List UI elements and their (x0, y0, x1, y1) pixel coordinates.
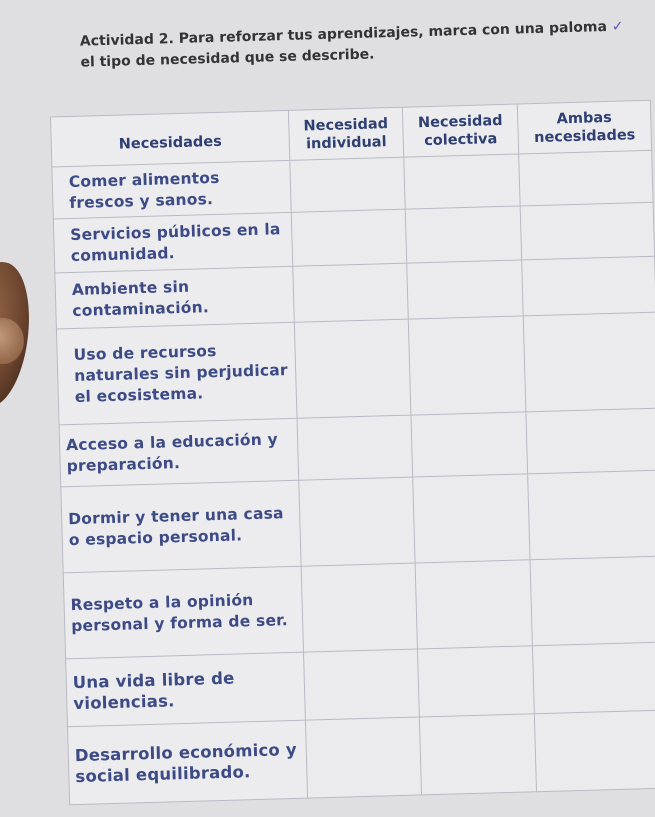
cell-collective[interactable] (408, 316, 526, 415)
cell-individual[interactable] (297, 415, 413, 480)
header-collective: Necesidad colectiva (402, 104, 518, 157)
activity-text: Para reforzar tus aprendizajes, marca con una paloma (178, 18, 608, 47)
cell-collective[interactable] (405, 206, 521, 263)
needs-table (50, 100, 655, 806)
cell-individual[interactable] (301, 563, 417, 652)
cell-collective[interactable] (407, 260, 524, 319)
header-both: Ambas necesidades (517, 100, 651, 154)
cell-both[interactable] (528, 470, 655, 560)
row-label: Acceso a la educación y preparación. (59, 418, 299, 487)
activity-lead: Actividad 2. (79, 31, 175, 50)
cell-both[interactable] (532, 642, 655, 714)
row-label: Respeto a la opinión personal y forma de ser. (63, 566, 303, 659)
row-label: Uso de recursos naturales sin perjudicar el ecosistema. (56, 322, 297, 425)
cell-collective[interactable] (413, 474, 530, 563)
cell-individual[interactable] (291, 209, 406, 266)
cell-individual[interactable] (304, 649, 420, 720)
row-label: Ambiente sin contaminación. (55, 266, 294, 329)
activity-text-line2: el tipo de necesidad que se describe. (80, 46, 375, 71)
cell-individual[interactable] (290, 157, 405, 212)
cell-both[interactable] (530, 556, 655, 646)
row-label: Desarrollo económico y social equilibrado. (68, 720, 308, 805)
cell-collective[interactable] (404, 154, 520, 209)
row-label: Dormir y tener una casa o espacio personal. (61, 480, 301, 573)
cell-collective[interactable] (417, 646, 534, 717)
cell-individual[interactable] (294, 319, 411, 418)
cell-collective[interactable] (415, 560, 532, 649)
activity-instructions (80, 16, 641, 74)
cell-both[interactable] (523, 312, 655, 412)
cell-both[interactable] (526, 408, 655, 474)
cell-both[interactable] (534, 710, 655, 792)
row-label: Comer alimentos frescos y sanos. (52, 160, 291, 219)
row-label: Una vida libre de violencias. (66, 652, 306, 727)
header-needs: Necesidades (50, 110, 289, 167)
cell-collective[interactable] (411, 412, 528, 477)
cell-both[interactable] (522, 256, 655, 316)
cell-both[interactable] (520, 202, 654, 260)
cell-both[interactable] (519, 150, 653, 206)
row-label: Servicios públicos en la comunidad. (53, 212, 292, 273)
cell-collective[interactable] (419, 714, 536, 795)
cell-individual[interactable] (293, 263, 409, 322)
header-individual: Necesidad individual (288, 107, 403, 160)
cell-individual[interactable] (305, 717, 421, 798)
cell-individual[interactable] (299, 477, 415, 566)
checkmark-icon: ✓ (611, 18, 624, 35)
